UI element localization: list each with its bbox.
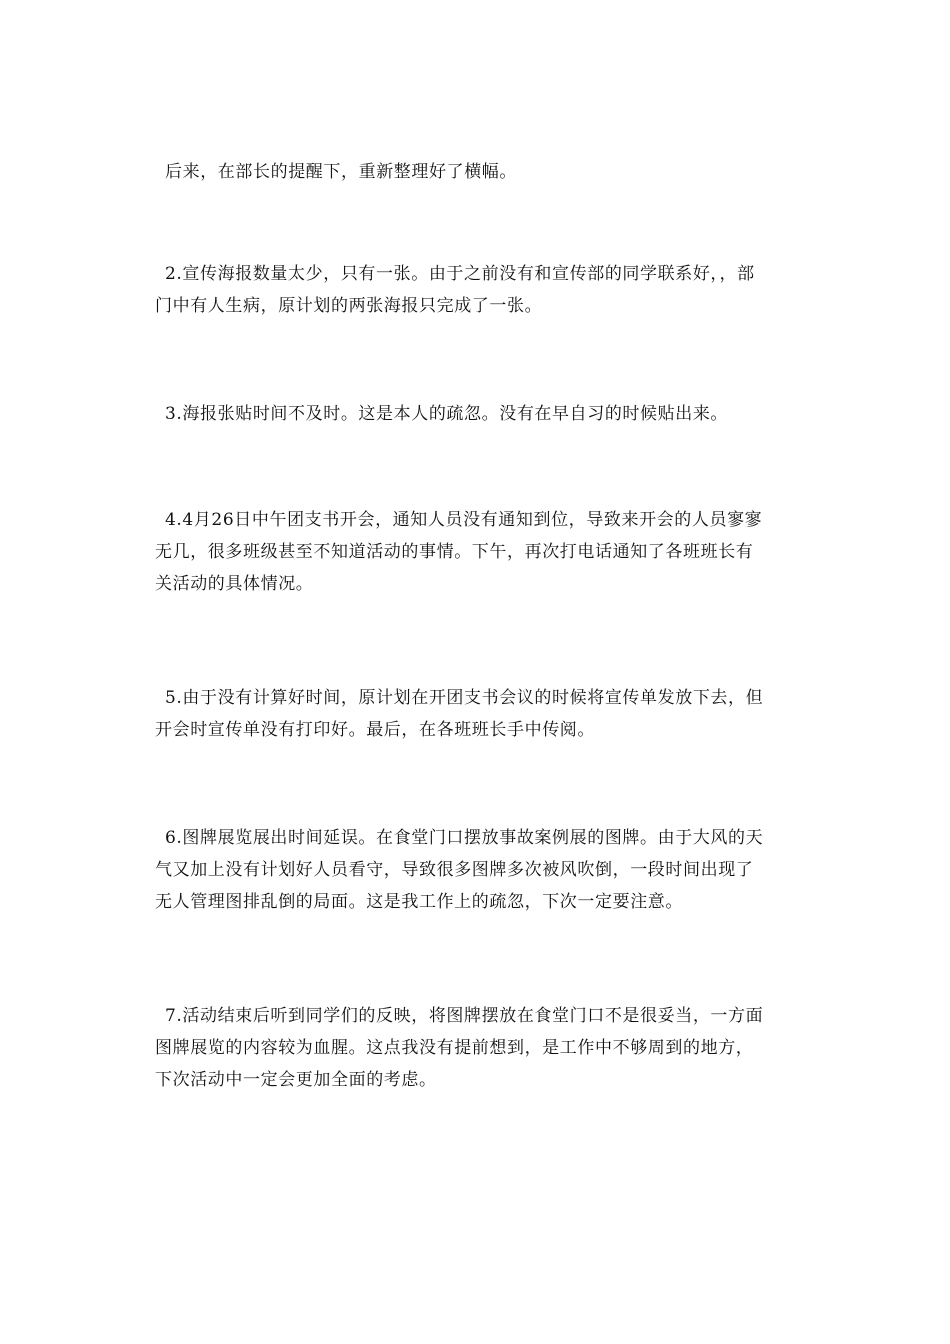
paragraph-2 <box>145 258 810 322</box>
paragraph-line: 关活动的具体情况。 <box>155 574 314 594</box>
paragraph-6 <box>145 822 810 918</box>
paragraph-line: 气又加上没有计划好人员看守，导致很多图牌多次被风吹倒，一段时间出现了 <box>155 860 754 880</box>
paragraph-line: 2.宣传海报数量太少，只有一张。由于之前没有和宣传部的同学联系好，，部 <box>165 264 755 284</box>
paragraph-line: 5.由于没有计算好时间，原计划在开团支书会议的时候将宣传单发放下去，但 <box>165 688 764 708</box>
paragraph-line: 开会时宣传单没有打印好。最后，在各班班长手中传阅。 <box>155 720 595 740</box>
paragraph-line: 下次活动中一定会更加全面的考虑。 <box>155 1070 437 1090</box>
paragraph-4 <box>145 504 810 600</box>
paragraph-3 <box>145 398 810 430</box>
paragraph-line: 后来，在部长的提醒下，重新整理好了横幅。 <box>165 162 517 182</box>
paragraph-line: 图牌展览的内容较为血腥。这点我没有提前想到，是工作中不够周到的地方， <box>155 1038 754 1058</box>
paragraph-line: 6.图牌展览展出时间延误。在食堂门口摆放事故案例展的图牌。由于大风的天 <box>165 828 764 848</box>
paragraph-5 <box>145 682 810 746</box>
paragraph-1 <box>145 156 810 188</box>
paragraph-line: 无几，很多班级甚至不知道活动的事情。下午，再次打电话通知了各班班长有 <box>155 542 754 562</box>
paragraph-line: 4.4月26日中午团支书开会，通知人员没有通知到位，导致来开会的人员寥寥 <box>165 510 763 530</box>
paragraph-line: 门中有人生病，原计划的两张海报只完成了一张。 <box>155 296 543 316</box>
paragraph-7 <box>145 1000 810 1096</box>
paragraph-line: 7.活动结束后听到同学们的反映，将图牌摆放在食堂门口不是很妥当，一方面 <box>165 1006 764 1026</box>
paragraph-line: 3.海报张贴时间不及时。这是本人的疏忽。没有在早自习的时候贴出来。 <box>165 404 729 424</box>
paragraph-line: 无人管理图排乱倒的局面。这是我工作上的疏忽，下次一定要注意。 <box>155 892 683 912</box>
